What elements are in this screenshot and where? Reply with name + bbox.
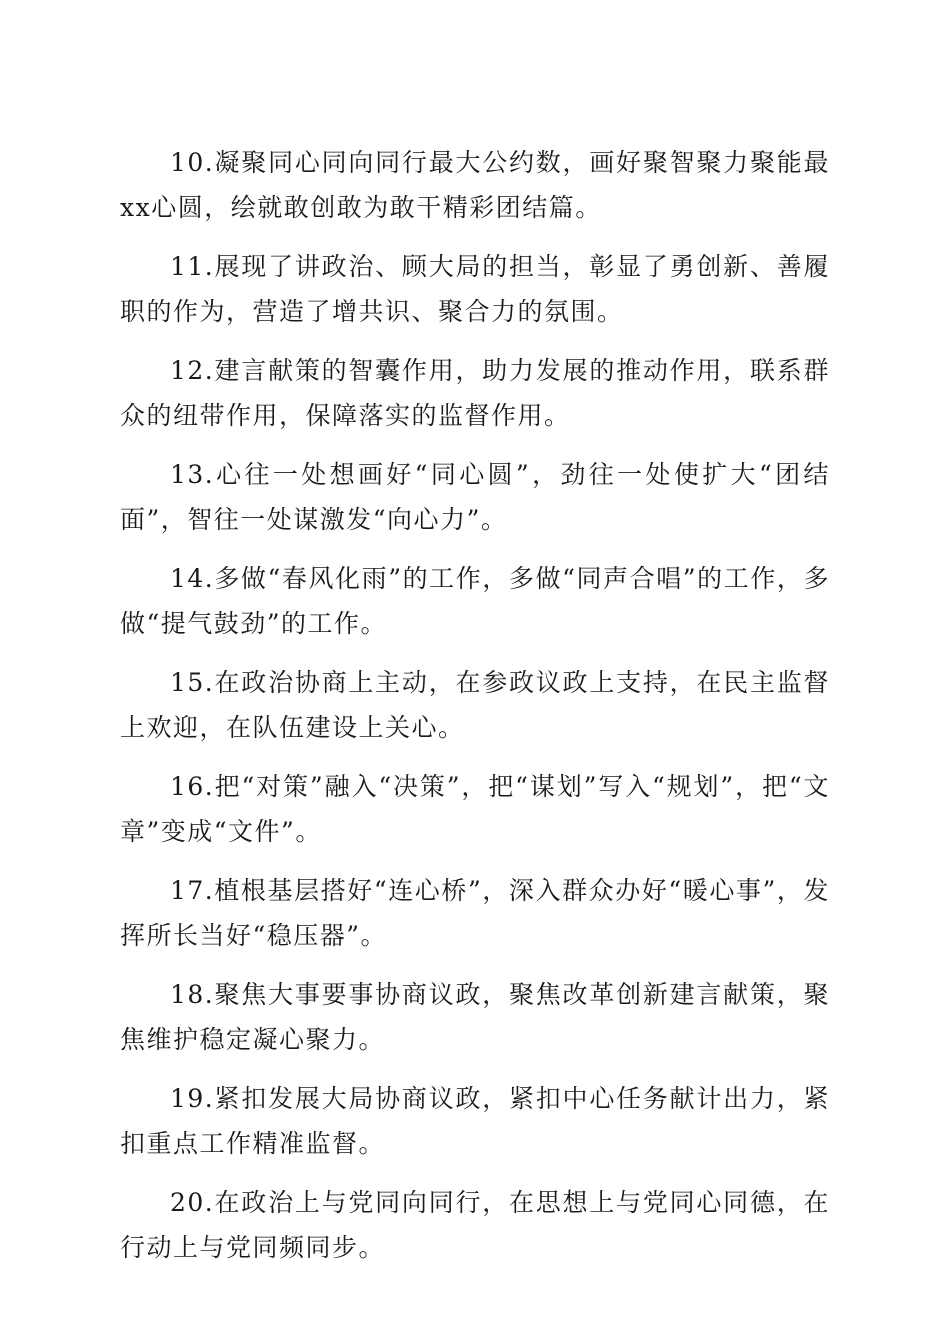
paragraph-14: 14.多做“春风化雨”的工作，多做“同声合唱”的工作，多做“提气鼓劲”的工作。 xyxy=(120,564,830,638)
document-body xyxy=(120,140,830,1284)
paragraph-15: 15.在政治协商上主动，在参政议政上支持，在民主监督上欢迎，在队伍建设上关心。 xyxy=(120,668,830,742)
paragraph-10: 10.凝聚同心同向同行最大公约数，画好聚智聚力聚能最xx心圆，绘就敢创敢为敢干精彩团结篇。 xyxy=(120,148,830,222)
paragraph-17: 17.植根基层搭好“连心桥”，深入群众办好“暖心事”，发挥所长当好“稳压器”。 xyxy=(120,876,830,950)
paragraph-18: 18.聚焦大事要事协商议政，聚焦改革创新建言献策，聚焦维护稳定凝心聚力。 xyxy=(120,980,830,1054)
paragraph-12: 12.建言献策的智囊作用，助力发展的推动作用，联系群众的纽带作用，保障落实的监督作用。 xyxy=(120,356,830,430)
paragraph-11: 11.展现了讲政治、顾大局的担当，彰显了勇创新、善履职的作为，营造了增共识、聚合力的氛围。 xyxy=(120,252,830,326)
paragraph-13: 13.心往一处想画好“同心圆”，劲往一处使扩大“团结面”，智往一处谋激发“向心力”。 xyxy=(120,460,830,534)
paragraph-16: 16.把“对策”融入“决策”，把“谋划”写入“规划”，把“文章”变成“文件”。 xyxy=(120,772,830,846)
paragraph-19: 19.紧扣发展大局协商议政，紧扣中心任务献计出力，紧扣重点工作精准监督。 xyxy=(120,1084,830,1158)
paragraph-20: 20.在政治上与党同向同行，在思想上与党同心同德，在行动上与党同频同步。 xyxy=(120,1188,830,1262)
